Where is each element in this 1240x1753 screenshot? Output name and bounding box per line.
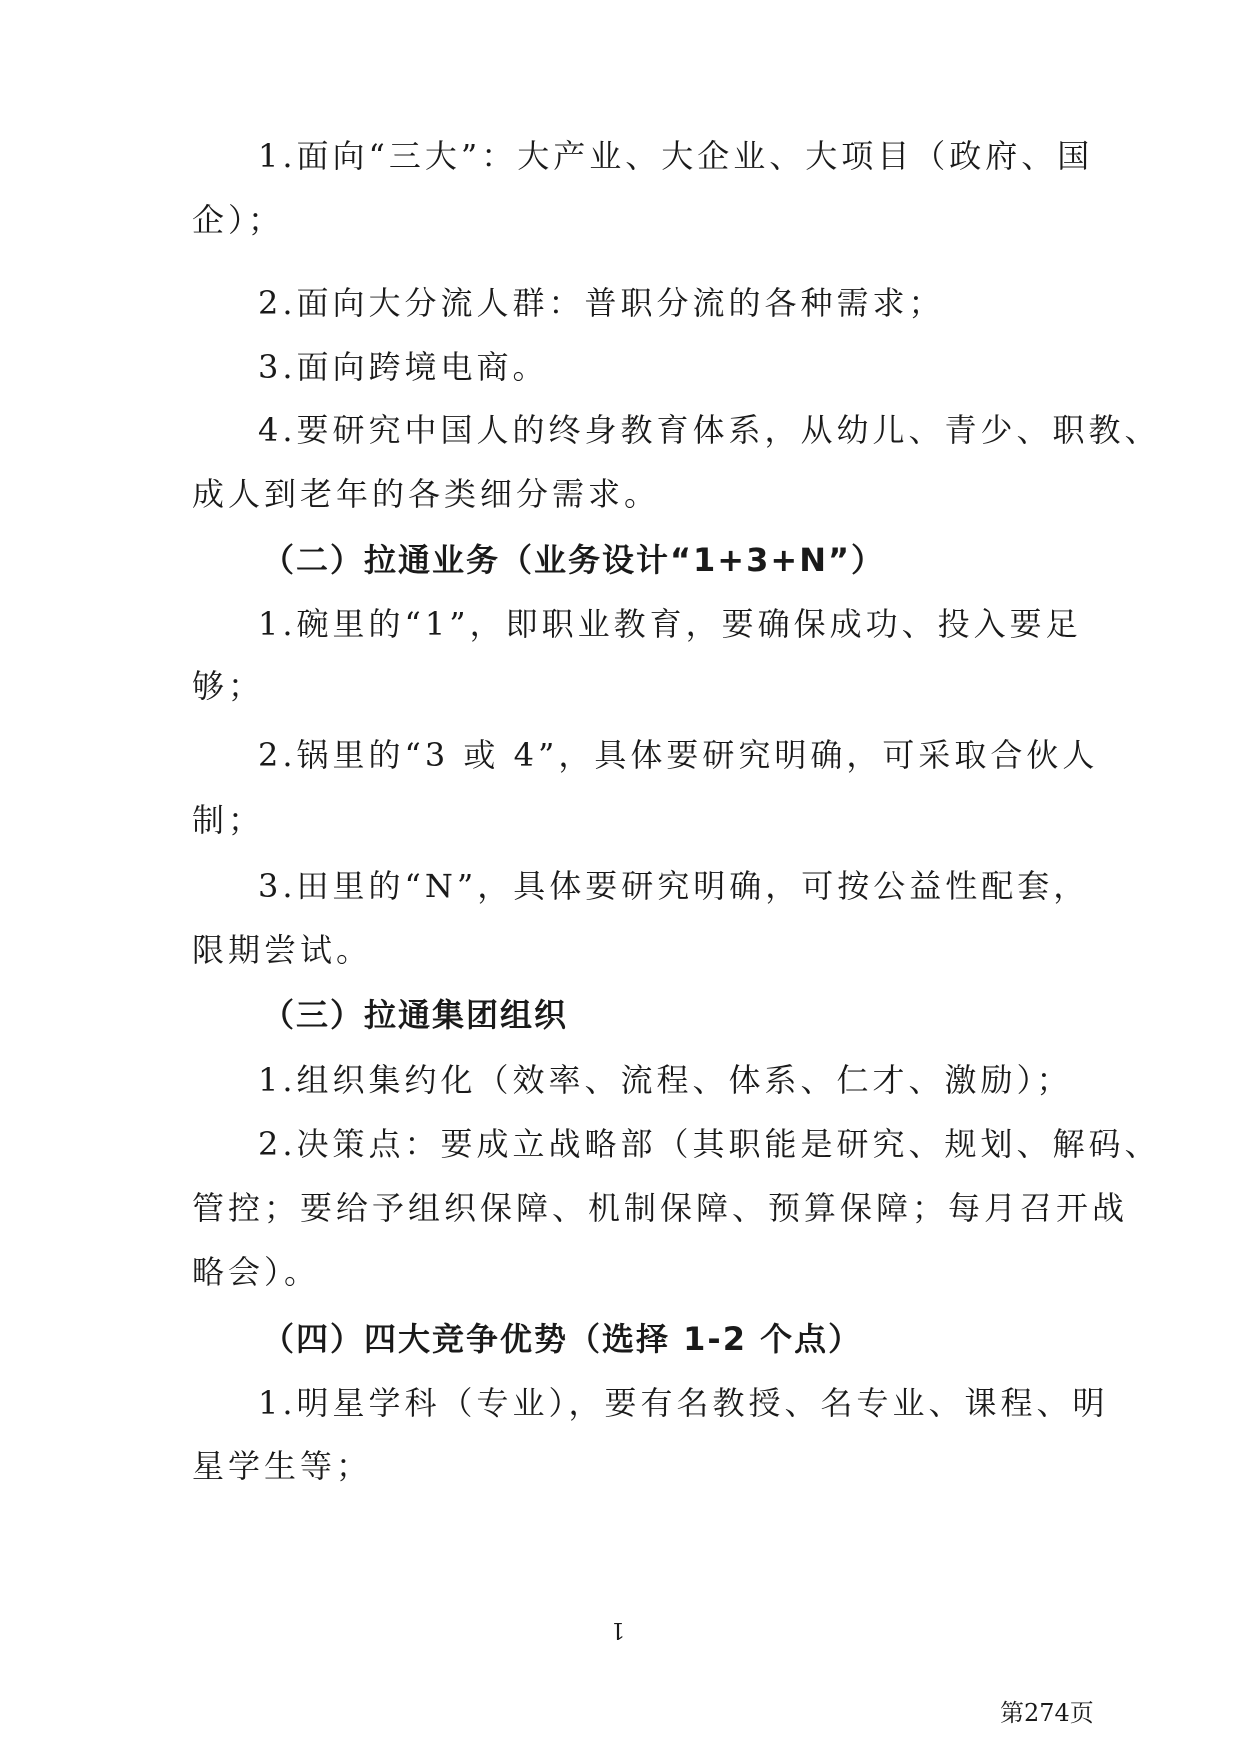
section-heading: （四）四大竞争优势（选择 1-2 个点） xyxy=(262,1320,863,1358)
section-heading: （三）拉通集团组织 xyxy=(262,996,569,1034)
text-line: 企）； xyxy=(192,201,285,239)
text-line: 1.面向“三大”：大产业、大企业、大项目（政府、国 xyxy=(258,137,1094,175)
text-line: 2.锅里的“3 或 4”，具体要研究明确，可采取合伙人 xyxy=(258,736,1099,774)
text-line: 管控；要给予组织保障、机制保障、预算保障；每月召开战 xyxy=(192,1189,1129,1227)
text-line: 2.决策点：要成立战略部（其职能是研究、规划、解码、 xyxy=(258,1125,1161,1163)
text-line: 3.田里的“N”，具体要研究明确，可按公益性配套， xyxy=(258,867,1090,905)
text-line: 星学生等； xyxy=(192,1447,373,1485)
section-heading: （二）拉通业务（业务设计“1+3+N”） xyxy=(262,541,886,579)
text-line: 1.组织集约化（效率、流程、体系、仁才、激励）； xyxy=(258,1061,1073,1099)
text-line: 制； xyxy=(192,801,265,839)
text-line: 1.明星学科（专业），要有名教授、名专业、课程、明 xyxy=(258,1384,1109,1422)
page-number: 第274页 xyxy=(1000,1699,1094,1727)
text-line: 4.要研究中国人的终身教育体系，从幼儿、青少、职教、 xyxy=(258,411,1161,449)
text-line: 限期尝试。 xyxy=(192,931,373,969)
text-line: 够； xyxy=(192,667,265,705)
text-line: 略会）。 xyxy=(192,1253,321,1291)
text-line: 3.面向跨境电商。 xyxy=(258,348,549,386)
text-line: 2.面向大分流人群：普职分流的各种需求； xyxy=(258,284,945,322)
page-mark: 1 xyxy=(611,1617,625,1642)
text-line: 1.碗里的“1”，即职业教育，要确保成功、投入要足 xyxy=(258,605,1082,643)
text-line: 成人到老年的各类细分需求。 xyxy=(192,475,661,513)
